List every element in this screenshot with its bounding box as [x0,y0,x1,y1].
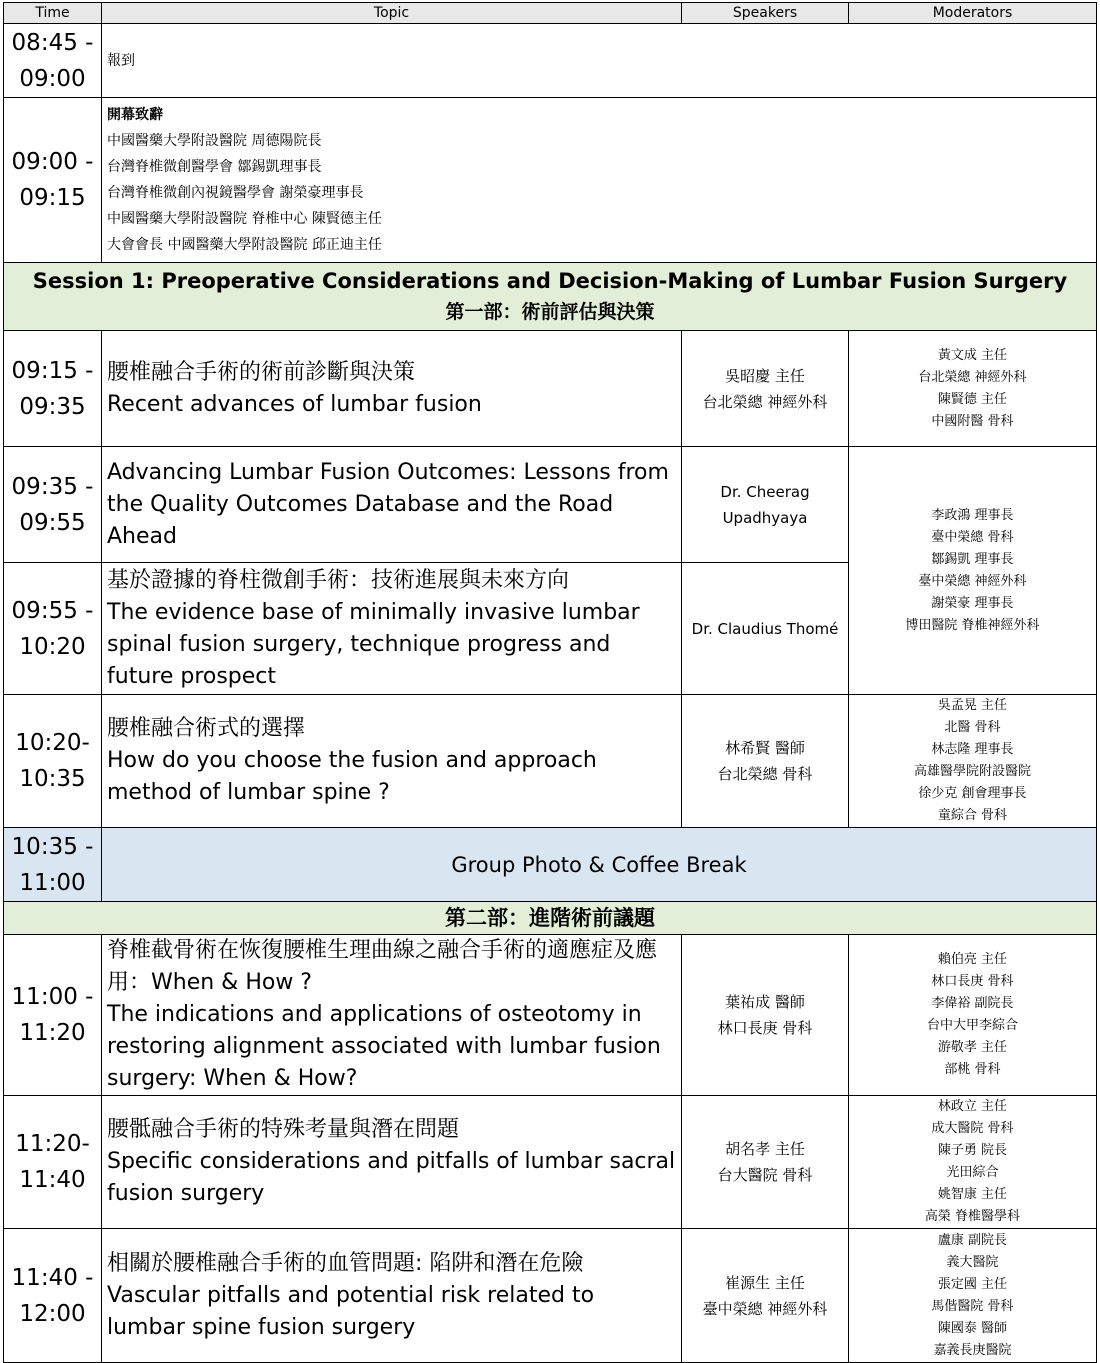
coffee-break-label: Group Photo & Coffee Break [102,828,1097,902]
time-cell: 10:20- 10:35 [4,695,102,828]
time-cell: 09:55 - 10:20 [4,563,102,695]
time-cell: 09:35 - 09:55 [4,447,102,563]
schedule-row [4,695,1097,828]
schedule-row [4,24,1097,98]
moderator-cell: 黃文成 主任 台北榮總 神經外科 陳賢德 主任 中國附醫 骨科 [849,331,1097,447]
time-cell: 11:00 - 11:20 [4,935,102,1096]
moderator-cell: 盧康 副院長 義大醫院 張定國 主任 馬偕醫院 骨科 陳國泰 醫師 嘉義長庚醫院 [849,1229,1097,1363]
opening-line: 台灣脊椎微創醫學會 鄒錫凱理事長 [107,159,322,175]
time-cell: 11:40 - 12:00 [4,1229,102,1363]
topic-cell: 基於證據的脊柱微創手術：技術進展與未來方向 The evidence base of minimally invasive lumbar spinal fusion surgery, technique progress and future prospect [102,563,682,695]
schedule-row [4,1096,1097,1229]
schedule-table [3,2,1097,1363]
topic-cell: 相關於腰椎融合手術的血管問題: 陷阱和潛在危險 Vascular pitfalls and potential risk related to lumbar spine fusion surgery [102,1229,682,1363]
header-topic: Topic [102,3,682,24]
session-1-subtitle: 第一部：術前評估與決策 [445,300,655,323]
opening-line: 台灣脊椎微創內視鏡醫學會 謝榮豪理事長 [107,185,364,201]
session-1-title: Session 1: Preoperative Considerations and Decision-Making of Lumbar Fusion Surgery [32,268,1068,293]
speaker-cell: 吳昭慶 主任 台北榮總 神經外科 [682,331,849,447]
header-moderators: Moderators [849,3,1097,24]
break-time-cell: 10:35 - 11:00 [4,828,102,902]
moderator-cell: 賴伯亮 主任 林口長庚 骨科 李偉裕 副院長 台中大甲李綜合 游敬孝 主任 部桃 骨科 [849,935,1097,1096]
time-cell: 09:15 - 09:35 [4,331,102,447]
session-header-row [4,902,1097,935]
opening-title: 開幕致辭 [107,107,163,123]
topic-cell: Advancing Lumbar Fusion Outcomes: Lessons from the Quality Outcomes Database and the Road Ahead [102,447,682,563]
speaker-cell: Dr. Claudius Thomé [682,563,849,695]
time-cell: 11:20- 11:40 [4,1096,102,1229]
topic-cell: 腰椎融合手術的術前診斷與決策 Recent advances of lumbar fusion [102,331,682,447]
session-2-header: 第二部：進階術前議題 [4,902,1097,935]
moderator-cell: 吳孟晃 主任 北醫 骨科 林志隆 理事長 高雄醫學院附設醫院 徐少克 創會理事長 童綜合 骨科 [849,695,1097,828]
speaker-cell: 葉祐成 醫師 林口長庚 骨科 [682,935,849,1096]
header-time: Time [4,3,102,24]
time-cell: 09:00 - 09:15 [4,98,102,263]
speaker-cell: Dr. Cheerag Upadhyaya [682,447,849,563]
opening-line: 中國醫藥大學附設醫院 脊椎中心 陳賢德主任 [107,211,382,227]
schedule-row [4,331,1097,447]
moderator-cell: 林政立 主任 成大醫院 骨科 陳子勇 院長 光田綜合 姚智康 主任 高榮 脊椎醫學科 [849,1096,1097,1229]
header-speakers: Speakers [682,3,849,24]
schedule-row [4,1229,1097,1363]
session-header-row [4,263,1097,331]
schedule-row [4,935,1097,1096]
opening-remarks-cell [102,98,1097,263]
opening-line: 中國醫藥大學附設醫院 周德陽院長 [107,133,322,149]
topic-cell: 腰椎融合術式的選擇 How do you choose the fusion and approach method of lumbar spine ? [102,695,682,828]
time-cell: 08:45 - 09:00 [4,24,102,98]
break-row [4,828,1097,902]
session-1-header [4,263,1097,331]
topic-cell: 脊椎截骨術在恢復腰椎生理曲線之融合手術的適應症及應用：When & How ? The indications and applications of osteotomy in restoring alignment associated with lumbar fusion surgery: When & How? [102,935,682,1096]
topic-cell: 報到 [102,24,1097,98]
speaker-cell: 胡名孝 主任 台大醫院 骨科 [682,1096,849,1229]
topic-cell: 腰骶融合手術的特殊考量與潛在問題 Specific considerations and pitfalls of lumbar sacral fusion surgery [102,1096,682,1229]
speaker-cell: 林希賢 醫師 台北榮總 骨科 [682,695,849,828]
speaker-cell: 崔源生 主任 臺中榮總 神經外科 [682,1229,849,1363]
moderator-cell: 李政鴻 理事長 臺中榮總 骨科 鄒錫凱 理事長 臺中榮總 神經外科 謝榮豪 理事長 博田醫院 脊椎神經外科 [849,447,1097,695]
opening-line: 大會會長 中國醫藥大學附設醫院 邱正迪主任 [107,237,382,253]
schedule-row [4,98,1097,263]
schedule-row [4,447,1097,563]
